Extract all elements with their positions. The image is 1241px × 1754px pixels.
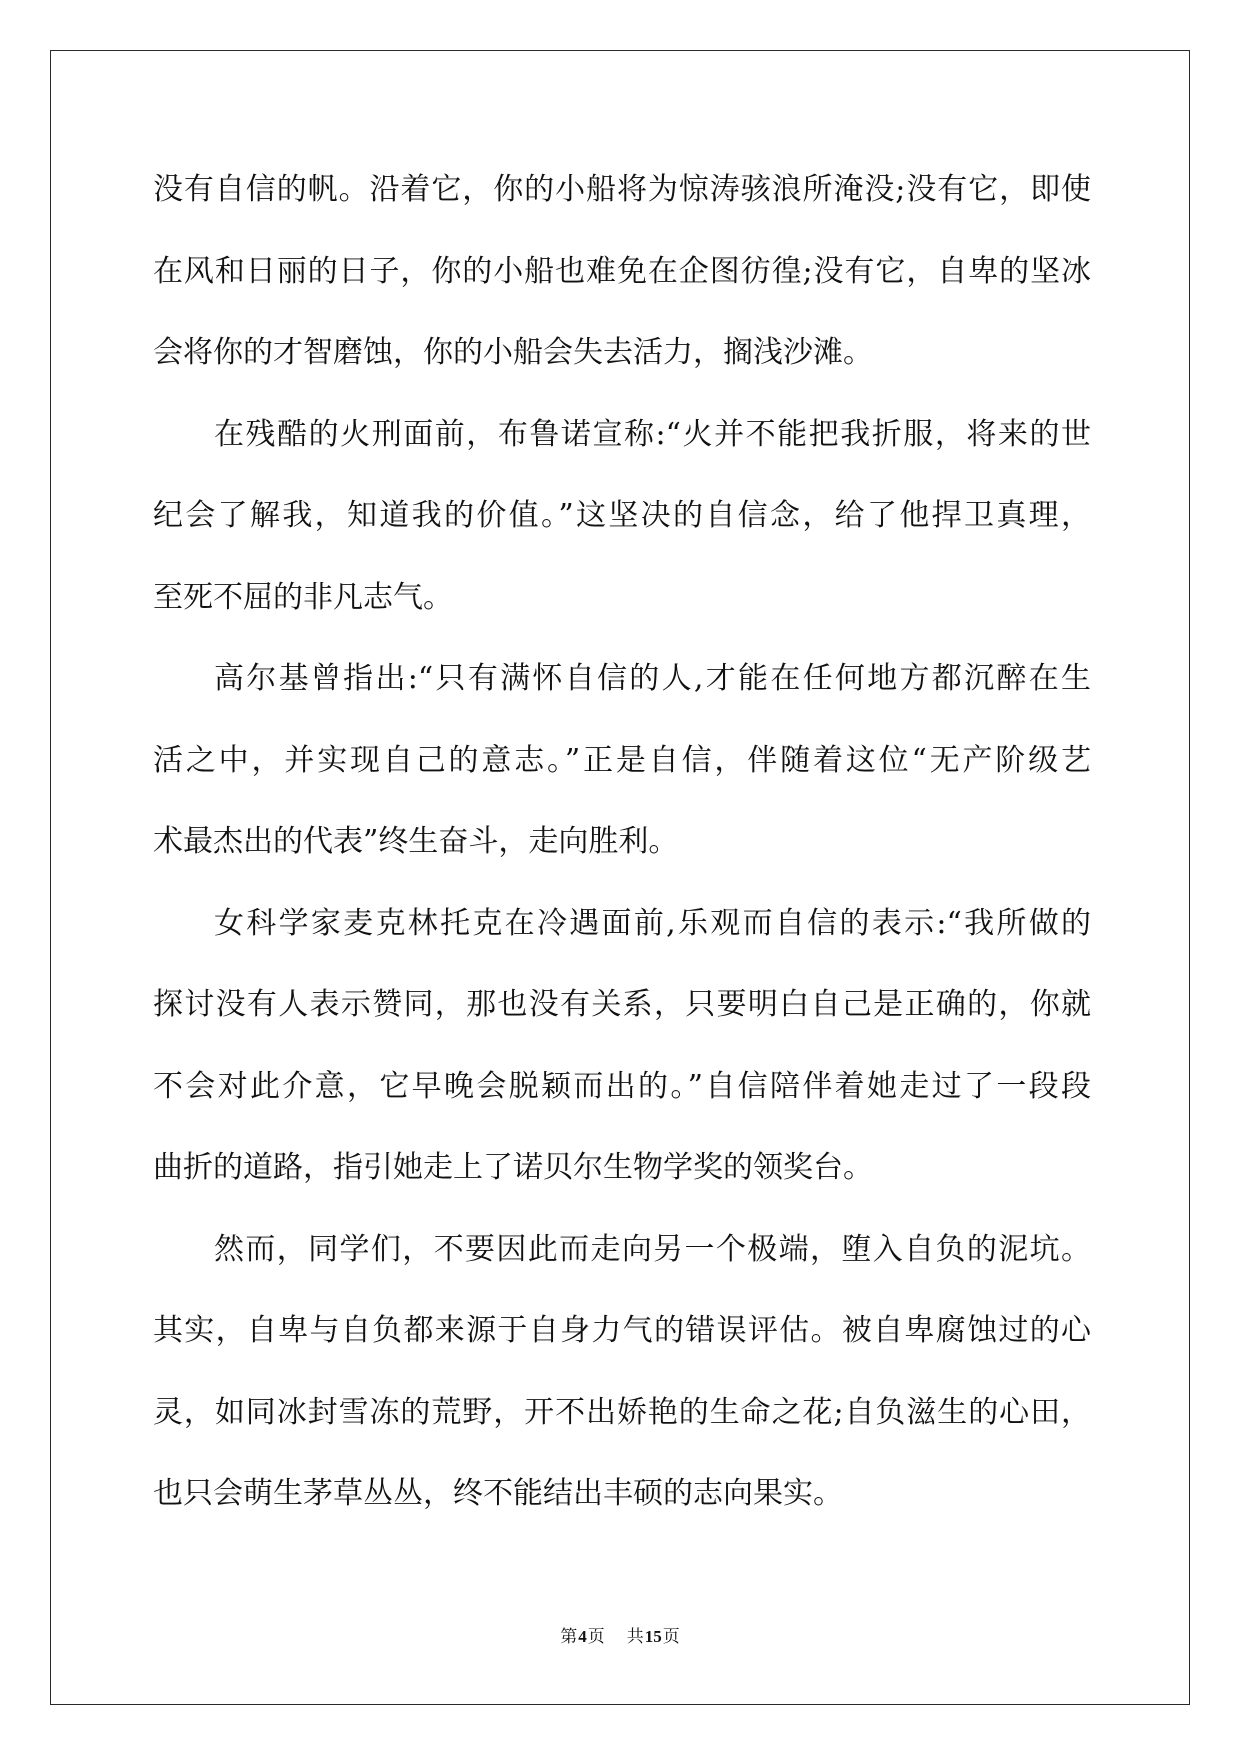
text-line: 然而，同学们，不要因此而走向另一个极端，堕入自负的泥坑。 — [214, 1231, 1091, 1267]
page-number-prefix: 第 — [560, 1627, 578, 1646]
text-line: 不会对此介意，它早晚会脱颖而出的。”自信陪伴着她走过了一段段 — [153, 1068, 1091, 1104]
text-line: 灵，如同冰封雪冻的荒野，开不出娇艳的生命之花;自负滋生的心田， — [153, 1394, 1091, 1430]
total-pages: 15 — [644, 1627, 662, 1646]
paragraph — [153, 149, 1091, 394]
total-pages-suffix: 页 — [662, 1627, 680, 1646]
text-line: 在风和日丽的日子，你的小船也难免在企图彷徨;没有它，自卑的坚冰 — [153, 253, 1091, 289]
paragraph — [153, 394, 1091, 639]
text-line: 女科学家麦克林托克在冷遇面前,乐观而自信的表示:“我所做的 — [214, 905, 1091, 941]
text-line: 至死不屈的非凡志气。 — [153, 579, 453, 615]
text-line: 探讨没有人表示赞同，那也没有关系，只要明白自己是正确的，你就 — [153, 987, 1091, 1022]
text-line: 曲折的道路，指引她走上了诺贝尔生物学奖的领奖台。 — [153, 1150, 873, 1185]
total-pages-prefix: 共 — [626, 1627, 644, 1646]
paragraph — [153, 638, 1091, 883]
paragraph — [153, 1209, 1091, 1535]
text-line: 在残酷的火刑面前，布鲁诺宣称:“火并不能把我折服，将来的世 — [214, 416, 1091, 452]
text-line: 高尔基曾指出:“只有满怀自信的人,才能在任何地方都沉醉在生 — [214, 661, 1091, 696]
text-line: 没有自信的帆。沿着它，你的小船将为惊涛骇浪所淹没;没有它，即使 — [153, 172, 1091, 207]
text-line: 会将你的才智磨蚀，你的小船会失去活力，搁浅沙滩。 — [153, 335, 873, 370]
page-number: 4 — [578, 1627, 587, 1646]
document-body — [153, 149, 1091, 1535]
text-line: 其实，自卑与自负都来源于自身力气的错误评估。被自卑腐蚀过的心 — [153, 1313, 1091, 1348]
text-line: 也只会萌生茅草丛丛，终不能结出丰硕的志向果实。 — [153, 1476, 843, 1511]
paragraph — [153, 883, 1091, 1209]
page-number-suffix: 页 — [587, 1627, 605, 1646]
page-footer — [420, 1624, 820, 1650]
text-line: 纪会了解我，知道我的价值。”这坚决的自信念，给了他捍卫真理， — [153, 498, 1091, 533]
text-line: 活之中，并实现自己的意志。”正是自信，伴随着这位“无产阶级艺 — [153, 742, 1091, 778]
text-line: 术最杰出的代表”终生奋斗，走向胜利。 — [153, 824, 679, 859]
